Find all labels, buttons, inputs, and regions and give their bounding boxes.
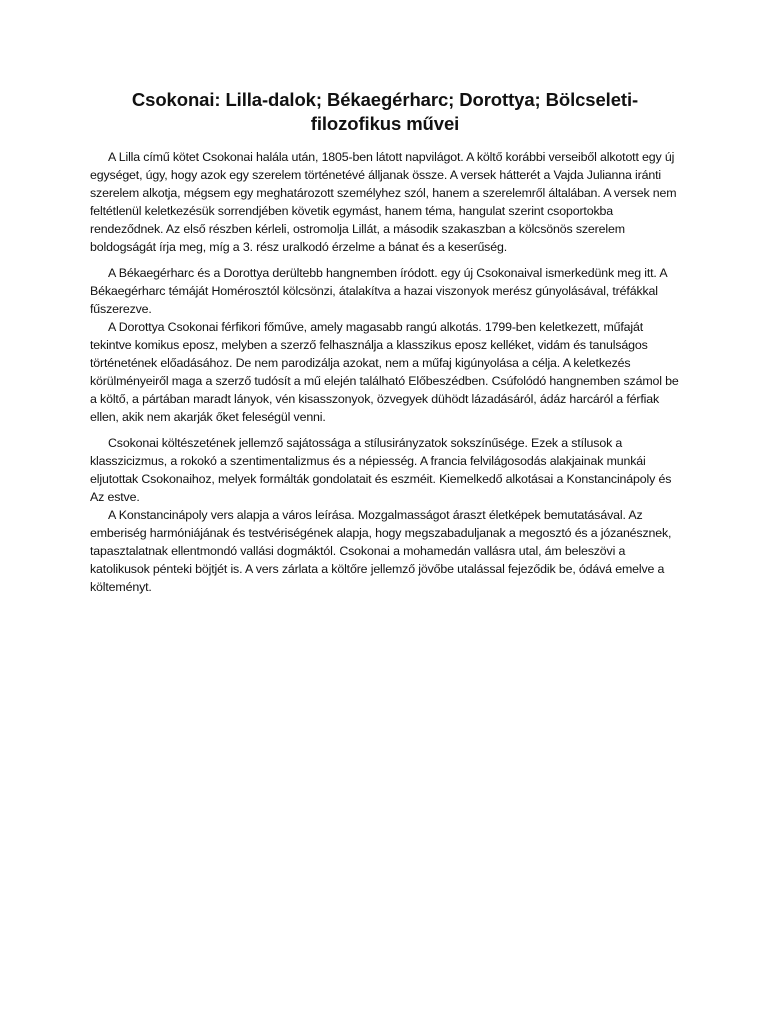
document-title: Csokonai: Lilla-dalok; Békaegérharc; Dorottya; Bölcseleti-filozofikus művei (131, 89, 639, 134)
paragraph-bekaegerharc: A Békaegérharc és a Dorottya derültebb hangnemben íródott. egy új Csokonaival ismerkedünk meg itt. A Békaegérharc témáját Homérosztól kölcsönzi, átalakítva a hazai viszonyok merész gúnyolásával, tréfákkal fűszerezve. (90, 266, 667, 316)
paragraph-dorottya: A Dorottya Csokonai férfikori főműve, amely magasabb rangú alkotás. 1799-ben keletkezett, műfaját tekintve komikus eposz, melyben a szerző felhasználja a klasszikus eposz kelléket, vidám és tanulságos történetének előadásához. De nem parodizálja azokat, nem a műfaj kigúnyolása a célja. A keletkezés körülményeiről maga a szerző tudósít a mű elején található Előbeszédben. Csúfolódó hangnemben számol be a költő, a pártában maradt lányok, vén kisasszonyok, özvegyek dühödt lázadásáról, ádáz harcáról a férfiak ellen, akik nem akarják őket feleségül venni. (90, 320, 679, 424)
paragraph-stilusok: Csokonai költészetének jellemző sajátossága a stílusirányzatok sokszínűsége. Ezek a stílusok a klasszicizmus, a rokokó a szentimentalizmus és a népiesség. A francia felvilágosodás alakjainak munkái eljutottak Csokonaihoz, melyek formálták gondolatait és eszméit. Kiemelkedő alkotásai a Konstancinápoly és Az estve. (90, 436, 672, 504)
paragraph-lilla: A Lilla című kötet Csokonai halála után, 1805-ben látott napvilágot. A költő korábbi verseiből alkotott egy új egységet, úgy, hogy azok egy szerelem történetévé álljanak össze. A versek hátterét a Vajda Julianna iránti szerelem alkotja, mégsem egy meghatározott személyhez szól, hanem a szerelemről általában. A versek nem feltétlenül keletkezésük sorrendjében követik egymást, hanem téma, hangulat szerint csoportokba rendeződnek. Az első részben kérleli, ostromolja Lillát, a második szakaszban a kölcsönös szerelem boldogságát írja meg, míg a 3. rész uralkodó érzelme a bánat és a keserűség. (90, 150, 677, 254)
document-page (90, 88, 680, 596)
paragraph-konstancinapoly: A Konstancinápoly vers alapja a város leírása. Mozgalmasságot áraszt életképek bemutatásával. Az emberiség harmóniájának és testvériségének alapja, hogy megszabaduljanak a megosztó és a józanésznek, tapasztalatnak ellentmondó vallási dogmáktól. Csokonai a mohamedán vallásra utal, ám beleszövi a katolikusok pénteki böjtjét is. A vers zárlata a költőre jellemző jövőbe utalással fejeződik be, ódává emelve a költeményt. (90, 508, 672, 594)
